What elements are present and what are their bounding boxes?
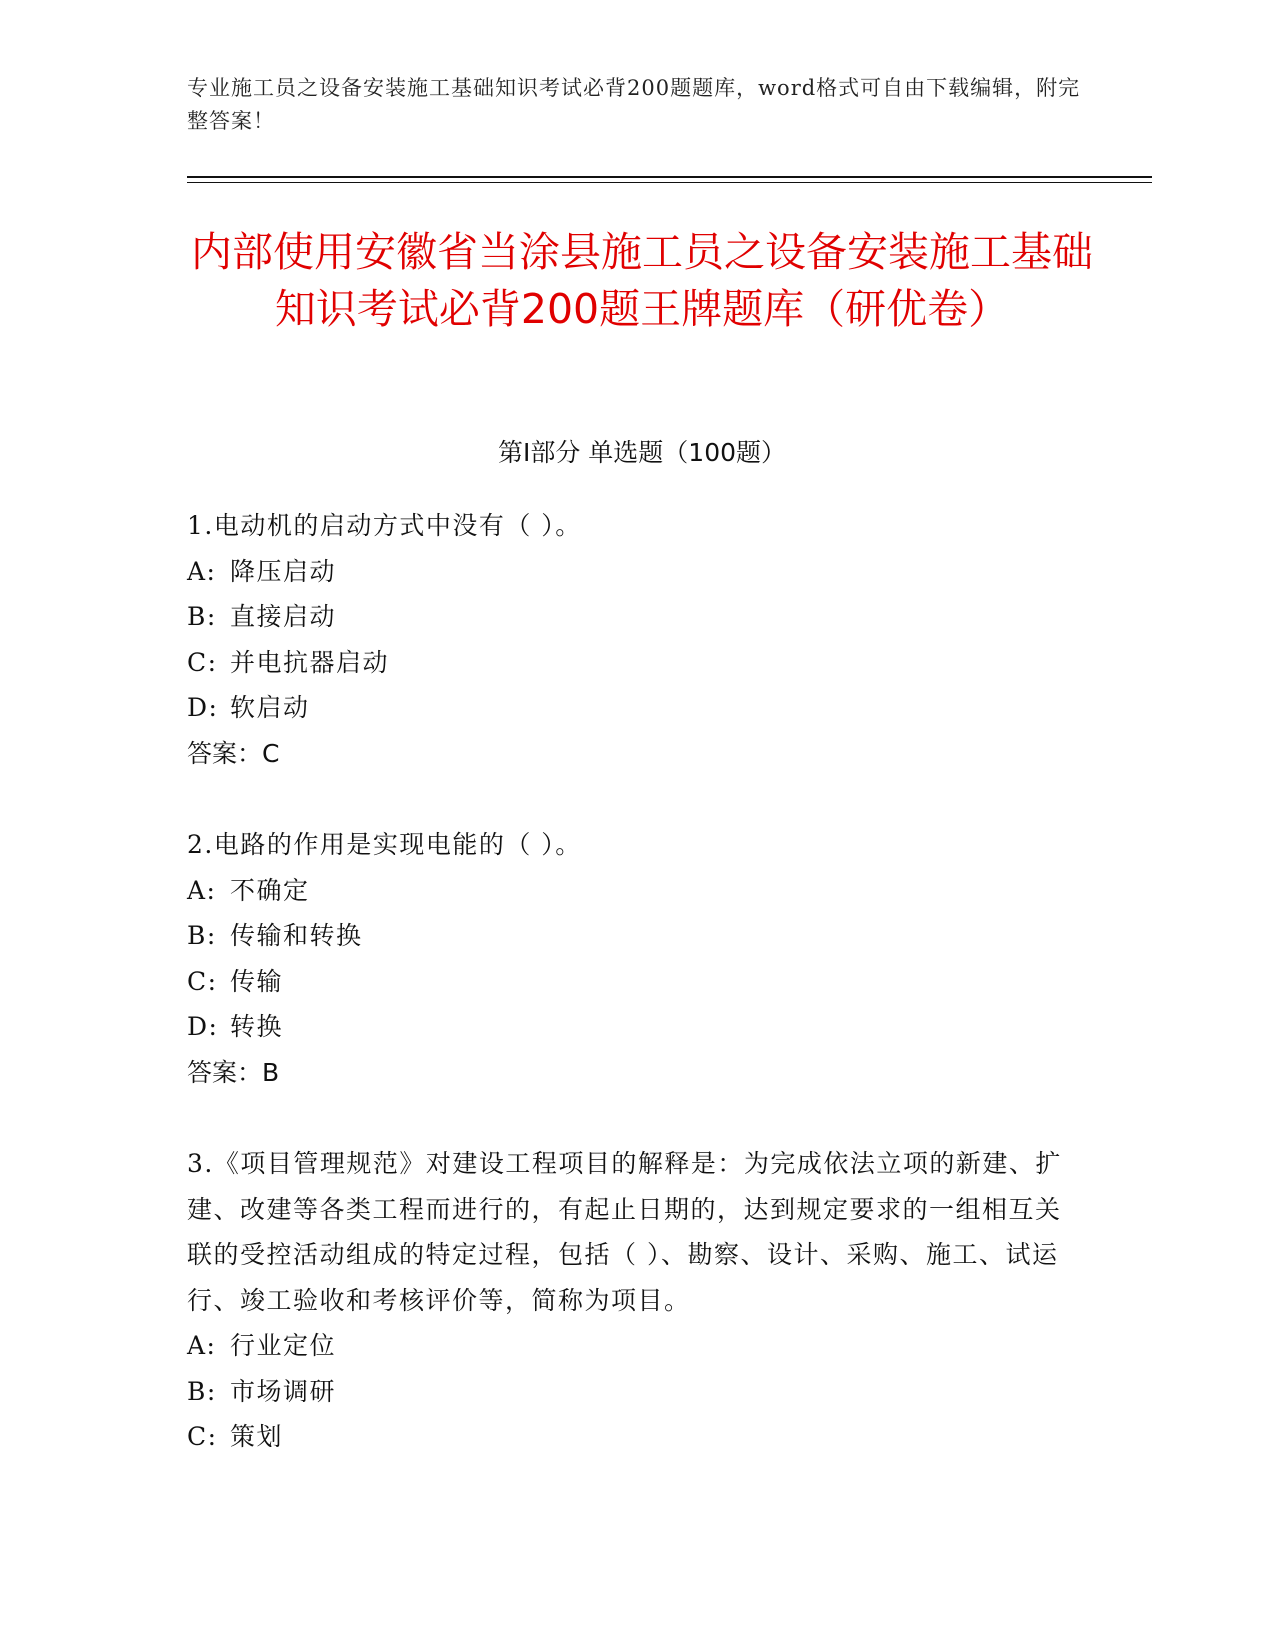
option-letter: A: [187,1331,217,1360]
option-text: 市场调研 [230,1376,337,1406]
option-b [187,594,1067,640]
option-text: 策划 [230,1422,284,1451]
option-text: 直接启动 [230,602,337,631]
option-letter: A: [187,875,217,905]
option-letter: D: [187,693,219,722]
option-letter: B: [187,921,217,950]
question-3 [187,1141,1067,1460]
option-a [187,868,1067,914]
option-text: 传输和转换 [230,921,363,950]
option-c [187,959,1067,1005]
option-letter: C: [187,647,218,677]
question-1 [187,503,1067,776]
option-d [187,1004,1067,1050]
question-stem: 3.《项目管理规范》对建设工程项目的解释是：为完成依法立项的新建、扩建、改建等各类工程而进行的，有起止日期的，达到规定要求的一组相互关联的受控活动组成的特定过程，包括（ ）、勘察、设计、采购、施工、试运行、竣工验收和考核评价等，简称为项目。 [187,1149,1062,1315]
question-stem: 2.电路的作用是实现电能的（ ）。 [187,830,582,859]
option-text: 行业定位 [230,1331,337,1360]
answer-line: 答案：C [187,738,280,768]
option-d [187,685,1067,731]
option-letter: B: [187,602,217,631]
option-text: 转换 [230,1012,284,1041]
option-c [187,640,1067,686]
option-a [187,549,1067,595]
option-a [187,1323,1067,1369]
option-text: 降压启动 [230,556,337,586]
section-heading: 第I部分 单选题（100题） [497,438,787,467]
option-text: 传输 [230,966,284,996]
question-stem: 1.电动机的启动方式中没有（ ）。 [187,511,582,540]
option-text: 并电抗器启动 [230,647,390,677]
document-title: 内部使用安徽省当涂县施工员之设备安装施工基础知识考试必背200题王牌题库（研优卷） [191,228,1093,333]
header-note: 专业施工员之设备安装施工基础知识考试必背200题题库，word格式可自由下载编辑，附完整答案！ [187,76,1081,133]
header-divider [187,176,1152,178]
option-letter: C: [187,1422,218,1451]
option-letter: A: [187,556,217,586]
option-b [187,913,1067,959]
question-2 [187,822,1067,1095]
option-letter: B: [187,1376,217,1406]
answer-line: 答案：B [187,1057,280,1087]
header-divider-thin [187,182,1152,183]
option-b [187,1369,1067,1415]
option-c [187,1414,1067,1460]
option-letter: C: [187,966,218,996]
option-text: 不确定 [230,875,310,905]
option-text: 软启动 [230,693,310,722]
option-letter: D: [187,1012,219,1041]
